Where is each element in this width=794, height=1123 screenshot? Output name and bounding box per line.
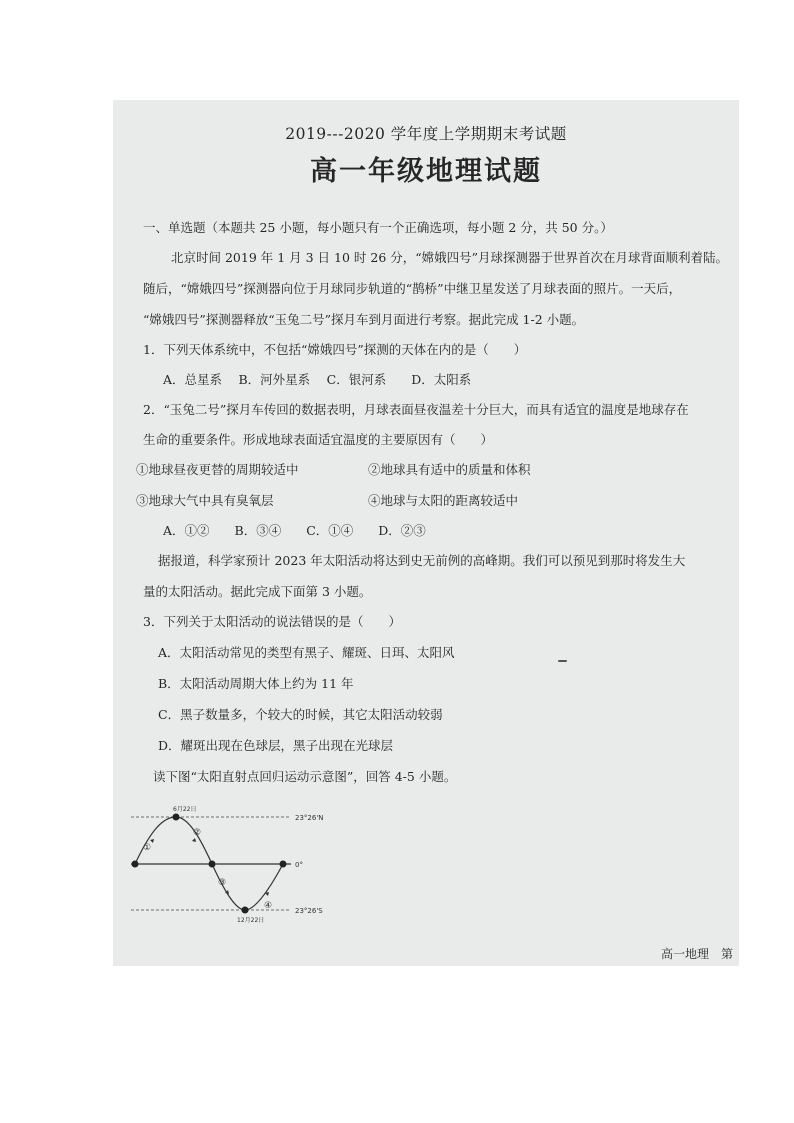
point-september <box>209 861 216 868</box>
point-march <box>132 861 139 868</box>
segment-4-label: ④ <box>264 901 273 911</box>
exam-sheet <box>113 100 739 966</box>
segment-2-label: ② <box>193 828 202 838</box>
segment-1-label: ① <box>143 843 152 853</box>
q2-item-1: ①地球昼夜更替的周期较适中 <box>136 462 299 477</box>
passage1-line2: 随后，“嫦娥四号”探测器向位于月球同步轨道的“鹊桥”中继卫星发送了月球表面的照片。一天后， <box>143 281 682 296</box>
section-heading: 一、单选题（本题共 25 小题，每小题只有一个正确选项，每小题 2 分，共 50 分。） <box>143 220 613 235</box>
point-december <box>242 907 249 914</box>
point-june <box>173 814 180 821</box>
label-equator: 0° <box>295 861 303 869</box>
label-december: 12月22日 <box>237 917 265 924</box>
q2-item-3: ③地球大气中具有臭氧层 <box>136 493 274 508</box>
label-lat-north: 23°26'N <box>295 814 324 822</box>
solar-direct-point-diagram <box>123 800 363 930</box>
q3-option-d: D．耀斑出现在色球层，黑子出现在光球层 <box>158 738 394 753</box>
diagram-intro: 读下图“太阳直射点回归运动示意图”，回答 4-5 小题。 <box>153 769 457 784</box>
q2-item-2: ②地球具有适中的质量和体积 <box>368 462 531 477</box>
passage2-line2: 量的太阳活动。据此完成下面第 3 小题。 <box>143 584 372 599</box>
q3-stem: 3．下列关于太阳活动的说法错误的是（ ） <box>143 614 401 629</box>
q2-item-4: ④地球与太阳的距离较适中 <box>368 493 519 508</box>
passage1-line3: “嫦娥四号”探测器释放“玉兔二号”探月车到月面进行考察。据此完成 1-2 小题。 <box>143 312 585 327</box>
segment-3-label: ③ <box>218 878 227 888</box>
q1-options: A．总星系 B．河外星系 C．银河系 D．太阳系 <box>163 372 472 387</box>
exam-title: 2019---2020 学年度上学期期末考试题 <box>285 125 567 143</box>
q1-stem: 1．下列天体系统中，不包括“嫦娥四号”探测的天体在内的是（ ） <box>143 342 527 357</box>
ink-speck <box>558 660 567 662</box>
footer-page-label: 高一地理 第 <box>660 947 733 961</box>
point-march-next <box>280 861 287 868</box>
q2-stem-line1: 2．“玉兔二号”探月车传回的数据表明，月球表面昼夜温差十分巨大，而具有适宜的温度是地球存在 <box>143 402 689 417</box>
q3-option-c: C．黑子数量多，个较大的时候，其它太阳活动较弱 <box>158 707 443 722</box>
q3-option-a: A．太阳活动常见的类型有黑子、耀斑、日珥、太阳风 <box>158 645 455 660</box>
page-title: 高一年级地理试题 <box>310 156 542 187</box>
label-june: 6月22日 <box>173 806 197 813</box>
q2-options: A．①② B．③④ C．①④ D．②③ <box>163 523 426 538</box>
label-lat-south: 23°26'S <box>295 907 323 915</box>
q3-option-b: B．太阳活动周期大体上约为 11 年 <box>158 676 354 691</box>
passage1-line1: 北京时间 2019 年 1 月 3 日 10 时 26 分，“嫦娥四号”月球探测器于世界首次在月球背面顺利着陆。 <box>171 250 729 265</box>
arrow-2-icon <box>192 838 196 842</box>
q2-stem-line2: 生命的重要条件。形成地球表面适宜温度的主要原因有（ ） <box>143 432 494 447</box>
passage2-line1: 据报道，科学家预计 2023 年太阳活动将达到史无前例的高峰期。我们可以预见到那时将发生大 <box>158 553 686 568</box>
